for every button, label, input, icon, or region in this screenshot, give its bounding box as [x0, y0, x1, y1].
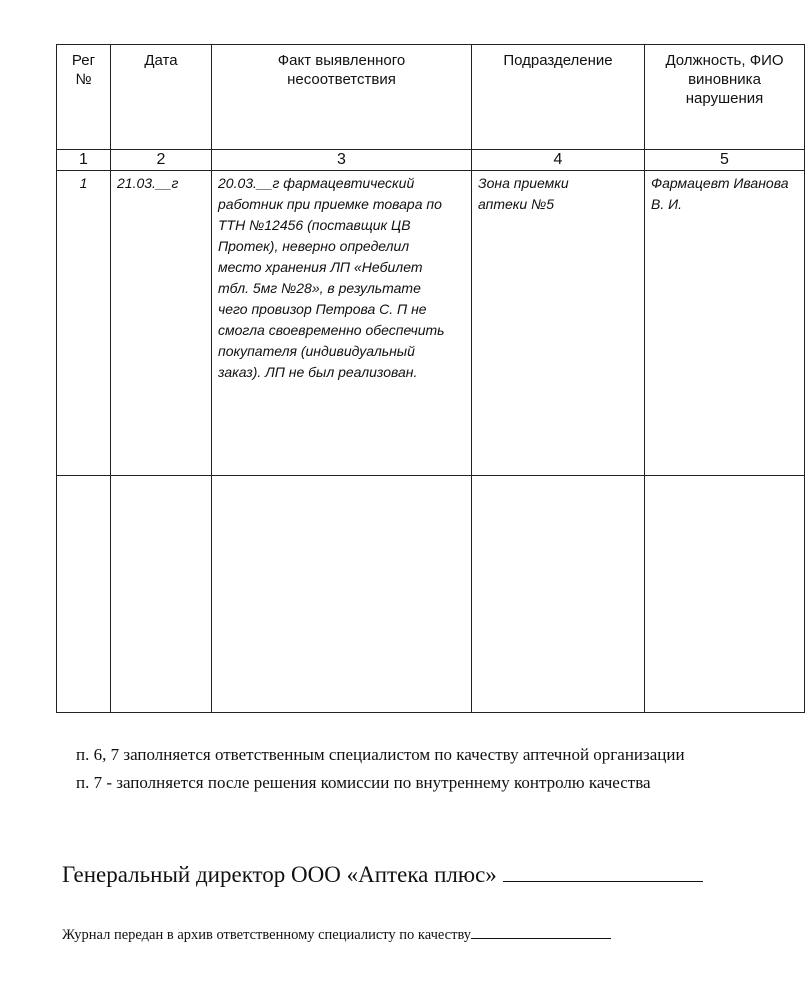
header-fact: Факт выявленного несоответствия	[212, 45, 472, 150]
note-1: п. 6, 7 заполняется ответственным специалистом по качеству аптечной организации	[76, 745, 685, 764]
header-row	[57, 45, 805, 150]
header-department: Подразделение	[472, 45, 645, 150]
col-num: 3	[212, 150, 472, 171]
note-2: п. 7 - заполняется после решения комиссии по внутреннему контролю качества	[76, 773, 651, 792]
archive-blank	[471, 938, 611, 939]
col-num: 1	[57, 150, 111, 171]
col-num: 5	[645, 150, 805, 171]
table-row	[57, 171, 805, 476]
empty-row	[57, 476, 805, 713]
signature-label: Генеральный директор ООО «Аптека плюс»	[62, 862, 497, 887]
notes	[76, 741, 796, 797]
journal-table	[56, 44, 805, 713]
cell-reg-no: 1	[57, 171, 111, 476]
cell-department: Зона приемки аптеки №5	[472, 171, 645, 476]
signature-line	[62, 862, 703, 888]
column-number-row	[57, 150, 805, 171]
header-date: Дата	[111, 45, 212, 150]
header-reg-no: Рег №	[57, 45, 111, 150]
cell-fact: 20.03.__г фармацевтический работник при приемке товара по ТТН №12456 (поставщик ЦВ Протек), неверно определил место хранения ЛП «Небилет тбл. 5мг №28», в результате чего провизор Петрова С. П не смогла своевременно обеспечить покупателя (индивидуальный заказ). ЛП не был реализован.	[212, 171, 472, 476]
header-position: Должность, ФИО виновника нарушения	[645, 45, 805, 150]
col-num: 2	[111, 150, 212, 171]
col-num: 4	[472, 150, 645, 171]
cell-position: Фармацевт Иванова В. И.	[645, 171, 805, 476]
signature-blank	[503, 881, 703, 882]
archive-label: Журнал передан в архив ответственному специалисту по качеству	[62, 927, 472, 943]
cell-date: 21.03.__г	[111, 171, 212, 476]
archive-line	[62, 927, 611, 944]
